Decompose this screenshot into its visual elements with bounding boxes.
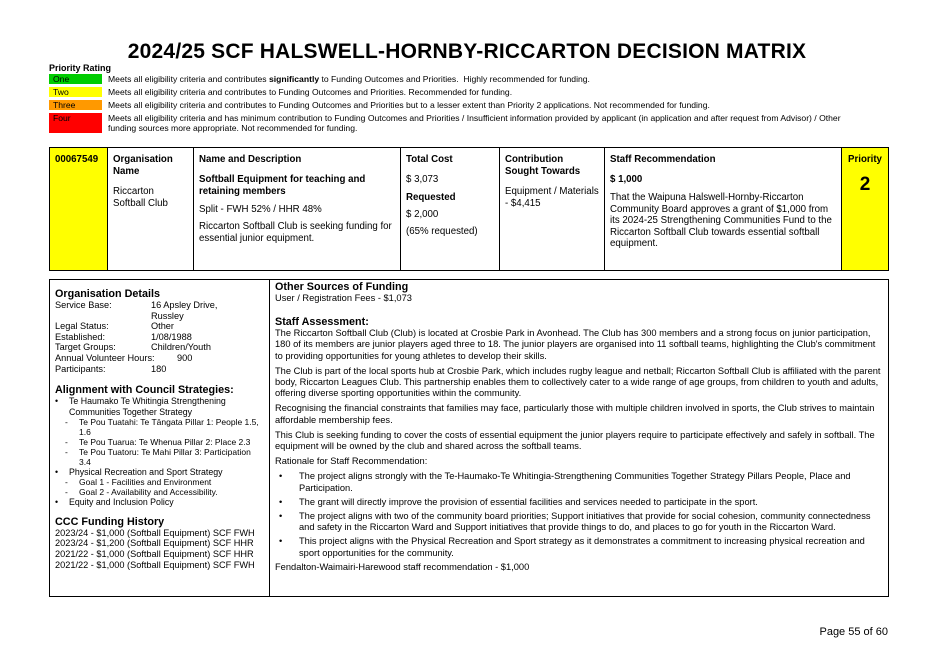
rationale-label: Rationale for Staff Recommendation: xyxy=(275,456,428,467)
priority-cell xyxy=(842,148,888,270)
total-cost: $ 3,073 xyxy=(406,174,439,185)
priority-value: 2 xyxy=(859,174,871,195)
bullet-icon: • xyxy=(279,496,283,507)
application-summary-row xyxy=(49,147,889,271)
legal-status-value: Other xyxy=(151,321,174,332)
project-description: Riccarton Softball Club is seeking funding for essential junior equipment. xyxy=(199,221,392,244)
bullet-icon: • xyxy=(279,471,283,482)
volunteer-hours-label: Annual Volunteer Hours: xyxy=(55,352,155,363)
rationale-item xyxy=(275,536,883,558)
application-id-cell xyxy=(50,148,108,270)
strategy-text: Equity and Inclusion Policy xyxy=(69,497,174,508)
strategy-item xyxy=(55,467,264,477)
priority-header: Priority xyxy=(848,154,882,165)
contribution-header: Contribution Sought Towards xyxy=(505,154,581,177)
total-cost-header: Total Cost xyxy=(406,154,453,165)
left-column xyxy=(50,280,270,596)
rationale-text: This project aligns with the Physical Recreation and Sport strategy as it demonstrates a commitment to increasing physical recreation and sport opportunities for the community. xyxy=(299,536,865,558)
requested-percent: (65% requested) xyxy=(406,226,478,237)
contribution-value: Equipment / Materials - $4,415 xyxy=(505,186,599,209)
priority-row-two xyxy=(49,87,868,97)
participants-value: 180 xyxy=(151,363,167,374)
split-text: Split - FWH 52% / HHR 48% xyxy=(199,204,322,215)
strategy-subitem xyxy=(55,487,264,497)
priority-four-label: Four xyxy=(49,113,102,133)
priority-four-desc: Meets all eligibility criteria and has minimum contribution to Funding Outcomes and Priorities / Insufficient information provided by applicant (in application and after request from Advisor) / Other funding sources more appropriate. Not recommended for funding. xyxy=(108,113,841,133)
bullet-icon: • xyxy=(279,536,283,547)
project-name: Softball Equipment for teaching and retaining members xyxy=(199,174,366,197)
service-base-row xyxy=(55,300,264,311)
total-cost-cell xyxy=(401,148,500,270)
application-id: 00067549 xyxy=(55,154,99,165)
priority-three-label: Three xyxy=(49,100,102,110)
details-section xyxy=(49,279,889,597)
rationale-item xyxy=(275,497,883,508)
rationale-item xyxy=(275,511,883,533)
funding-history-item: 2021/22 - $1,000 (Softball Equipment) SCF FWH xyxy=(55,559,255,570)
funding-history-item: 2021/22 - $1,000 (Softball Equipment) SCF HHR xyxy=(55,548,254,559)
priority-one-label: One xyxy=(49,74,102,84)
funding-history-item: 2023/24 - $1,200 (Softball Equipment) SCF HHR xyxy=(55,538,254,549)
strategy-subitem-text: Te Pou Tuatoru: Te Mahi Pillar 3: Participation 3.4 xyxy=(79,446,251,467)
assessment-paragraph-4: This Club is seeking funding to cover the costs of essential equipment the junior players require to participate effectively and safely in softball. The equipment will be owned by the club and shared across the softball teams. xyxy=(275,429,875,452)
bullet-icon: • xyxy=(279,511,283,522)
strategy-item xyxy=(55,497,264,507)
volunteer-hours-row xyxy=(55,353,264,364)
established-label: Established: xyxy=(55,331,106,342)
established-value: 1/08/1988 xyxy=(151,331,192,342)
requested-amount: $ 2,000 xyxy=(406,209,439,220)
dash-icon: - xyxy=(65,487,68,498)
strategy-subitem xyxy=(55,417,264,437)
strategy-subitem-text: Goal 2 - Availability and Accessibility. xyxy=(79,487,218,498)
assessment-paragraph-1: The Riccarton Softball Club (Club) is located at Crosbie Park in Avonhead. The Club has 300 members and a strong focus on junior participation, 180 of its members are junior players aged three to 18. The junior players are organised into 11 softball teams, highlighting the Club's commitment to providing opportunities for young athletes to develop their skills. xyxy=(275,328,876,361)
staff-assessment-heading: Staff Assessment: xyxy=(275,316,369,329)
priority-one-desc: Meets all eligibility criteria and contributes significantly to Funding Outcomes and Priorities. Highly recommended for funding. xyxy=(108,74,590,84)
legal-status-label: Legal Status: xyxy=(55,321,109,332)
recommendation-amount: $ 1,000 xyxy=(610,174,643,185)
strategy-subitem xyxy=(55,477,264,487)
strategy-subitem xyxy=(55,447,264,467)
funding-history-heading: CCC Funding History xyxy=(55,515,165,528)
right-column xyxy=(270,280,888,596)
dash-icon: - xyxy=(65,416,68,427)
strategy-subitem xyxy=(55,437,264,447)
bullet-icon: • xyxy=(55,497,59,508)
target-groups-value: Children/Youth xyxy=(151,342,211,353)
page-number: Page 55 of 60 xyxy=(819,626,888,638)
page-title: 2024/25 SCF HALSWELL-HORNBY-RICCARTON DECISION MATRIX xyxy=(127,40,807,63)
fwh-recommendation: Fendalton-Waimairi-Harewood staff recommendation - $1,000 xyxy=(275,561,530,572)
recommendation-text: That the Waipuna Halswell-Hornby-Riccarton Community Board approves a grant of $1,000 from its 2024-25 Strengthening Communities Fund to the Riccarton Softball Club towards essential softball equipment. xyxy=(610,192,832,249)
alignment-heading: Alignment with Council Strategies: xyxy=(55,384,234,397)
service-base-value-2: Russley xyxy=(151,310,184,321)
strategy-item xyxy=(55,396,264,417)
rationale-text: The grant will directly improve the provision of essential facilities and services needed to participate in the sport. xyxy=(299,496,758,507)
strategy-subitem-text: Te Pou Tuatahi: Te Tāngata Pillar 1: People 1.5, 1.6 xyxy=(79,416,259,437)
dash-icon: - xyxy=(65,446,68,457)
contribution-cell xyxy=(500,148,605,270)
priority-two-label: Two xyxy=(49,87,102,97)
org-name-header: Organisation Name xyxy=(113,154,173,177)
strategy-subitem-text: Goal 1 - Facilities and Environment xyxy=(79,477,212,488)
priority-row-three xyxy=(49,100,868,110)
description-cell xyxy=(194,148,401,270)
service-base-label: Service Base: xyxy=(55,300,112,310)
org-name-cell xyxy=(108,148,194,270)
other-funding-heading: Other Sources of Funding xyxy=(275,281,409,293)
org-name: Riccarton Softball Club xyxy=(113,186,168,209)
assessment-paragraph-3: Recognising the financial constraints that families may face, particularly those with multiple children involved in sports, the Club strives to maintain affordable membership fees. xyxy=(275,403,875,425)
established-row xyxy=(55,332,264,343)
bullet-icon: • xyxy=(55,466,59,477)
priority-two-desc: Meets all eligibility criteria and contributes to Funding Outcomes and Priorities. Recommended for funding. xyxy=(108,87,513,97)
spacer xyxy=(55,311,151,322)
requested-label: Requested xyxy=(406,192,456,203)
bullet-icon: • xyxy=(55,396,59,407)
priority-row-four xyxy=(49,113,868,133)
strategy-text: Physical Recreation and Sport Strategy xyxy=(69,466,223,477)
participants-row xyxy=(55,364,264,375)
priority-rating-heading: Priority Rating xyxy=(49,63,112,73)
strategy-subitem-text: Te Pou Tuarua: Te Whenua Pillar 2: Place 2.3 xyxy=(79,436,251,447)
priority-row-one xyxy=(49,74,868,84)
rationale-text: The project aligns strongly with the Te-Haumako-Te Whitingia-Strengthening Communities Together Strategy Pillars People, Place and Participation. xyxy=(299,471,851,493)
service-base-row-2 xyxy=(55,311,264,322)
legal-status-row xyxy=(55,321,264,332)
service-base-value-1: 16 Apsley Drive, xyxy=(151,300,218,310)
staff-recommendation-header: Staff Recommendation xyxy=(610,154,716,165)
assessment-paragraph-2: The Club is part of the local sports hub at Crosbie Park, which includes rugby league and netball; Riccarton Softball Club is affiliated with the parent body, Riccarton Leagues Club. This partnership enables them to collectively cater to a wide range of age groups, from children to youth and adults, offering diverse sporting opportunities within the community. xyxy=(275,365,881,399)
rationale-item xyxy=(275,471,883,493)
participants-label: Participants: xyxy=(55,363,106,374)
volunteer-hours-value: 900 xyxy=(177,352,193,363)
other-funding-text: User / Registration Fees - $1,073 xyxy=(275,293,412,303)
org-details-heading: Organisation Details xyxy=(55,288,160,300)
significantly-text: significantly xyxy=(268,74,320,84)
priority-three-desc: Meets all eligibility criteria and contributes to Funding Outcomes and Priorities but to a lesser extent than Priority 2 applications. Not recommended for funding. xyxy=(108,100,710,110)
target-groups-label: Target Groups: xyxy=(55,342,116,353)
description-header: Name and Description xyxy=(199,154,302,165)
dash-icon: - xyxy=(65,477,68,488)
dash-icon: - xyxy=(65,436,68,447)
target-groups-row xyxy=(55,342,264,353)
staff-recommendation-cell xyxy=(605,148,842,270)
strategy-text: Te Haumako Te Whitingia Strengthening Communities Together Strategy xyxy=(69,396,226,417)
rationale-text: The project aligns with two of the community board priorities; Support initiatives that provide for social cohesion, community connectedness and safety in the Riccarton Ward and Support initiatives that provide things to do, and places to go for youth in the Riccarton Ward. xyxy=(299,511,871,533)
funding-history-item: 2023/24 - $1,000 (Softball Equipment) SCF FWH xyxy=(55,527,255,538)
